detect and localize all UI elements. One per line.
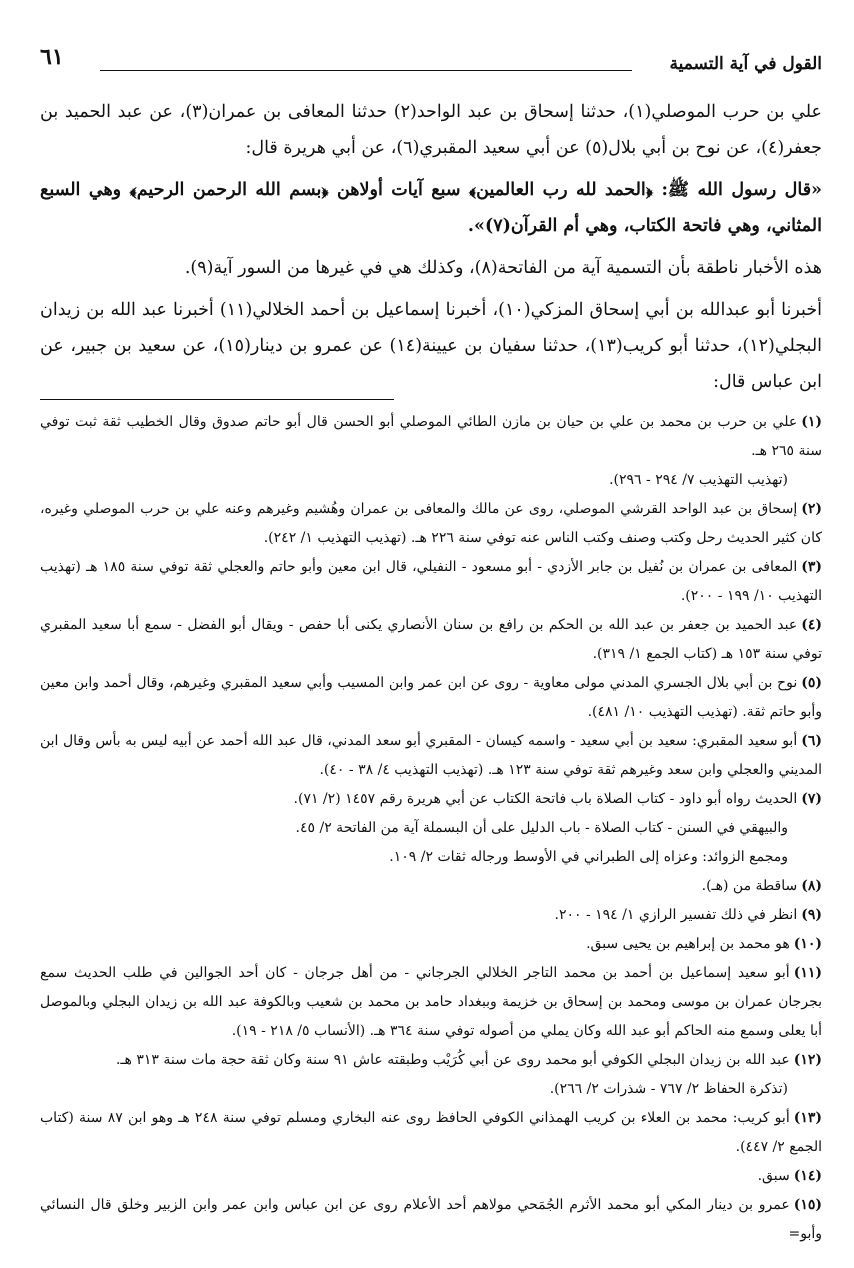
footnote-line: [40, 843, 822, 872]
footnote-text: سبق.: [757, 1168, 790, 1184]
footnote-item: [40, 611, 822, 669]
paragraph-isnad-1: علي بن حرب الموصلي(١)، حدثنا إسحاق بن عبد الواحد(٢) حدثنا المعافى بن عمران(٣)، عن عبد الحميد بن جعفر(٤)، عن نوح بن أبي بلال(٥) عن أبي سعيد المقبري(٦)، عن أبي هريرة قال:: [40, 102, 822, 158]
footnote-line: [40, 930, 822, 959]
footnote-number: (٩): [801, 907, 822, 923]
footnote-line: [40, 901, 822, 930]
footnote-line: [40, 959, 822, 1046]
footnote-item: [40, 872, 822, 901]
page-number: ٦١: [40, 44, 64, 70]
footnote-line: [40, 1046, 822, 1075]
footnote-number: (٢): [801, 501, 822, 517]
footnote-text: عمرو بن دينار المكي أبو محمد الأثرم الجُمَحي مولاهم أحد الأعلام روى عن ابن عباس وابن عمر وابن الزبير وخلق قال النسائي وأبو=: [40, 1197, 822, 1242]
footnote-item: [40, 727, 822, 785]
footnote-text: المعافى بن عمران بن نُفيل بن جابر الأزدي - أبو مسعود - النفيلي، قال ابن معين وأبو حاتم والعجلي ثقة توفي سنة ١٨٥ هـ (تهذيب التهذيب ١٠/ ١٩٩ - ٢٠٠).: [40, 559, 822, 604]
footnote-line: [40, 872, 822, 901]
footnote-item: [40, 1104, 822, 1162]
footnote-number: (١٤): [793, 1168, 822, 1184]
footnote-number: (١٢): [793, 1052, 822, 1068]
footnote-text: أبو سعيد المقبري: سعيد بن أبي سعيد - واسمه كيسان - المقبري أبو سعد المدني، قال عبد الله أحمد عن أبيه ليس به بأس وقال ابن المديني والعجلي وابن سعد وغيرهم ثقة توفي سنة ١٢٣ هـ. (تهذيب التهذيب ٤/ ٣٨ - ٤٠).: [40, 733, 822, 778]
footnote-item: [40, 408, 822, 495]
page-header: [40, 44, 822, 84]
footnote-number: (١): [801, 414, 822, 430]
footnote-number: (١١): [793, 965, 822, 981]
paragraph-isnad-2: أخبرنا أبو عبدالله بن أبي إسحاق المزكي(١٠)، أخبرنا إسماعيل بن أحمد الخلالي(١١) أخبرنا عبد الله بن زيدان البجلي(١٢)، حدثنا أبو كريب(١٣)، حدثنا سفيان بن عيينة(١٤) عن عمرو بن دينار(١٥)، عن سعيد بن جبير، عن ابن عباس قال:: [40, 300, 823, 392]
footnote-line: [40, 1104, 822, 1162]
footnote-text: نوح بن أبي بلال الجسري المدني مولى معاوية - روى عن ابن عمر وابن المسيب وأبي سعيد المقبري وغيرهم، وقال أحمد وابن معين وأبو حاتم ثقة. (تهذيب التهذيب ١٠/ ٤٨١).: [40, 675, 822, 720]
footnote-line: [40, 669, 822, 727]
footnote-number: (٥): [801, 675, 822, 691]
footnote-number: (٧): [801, 791, 822, 807]
footnote-item: [40, 669, 822, 727]
footnote-number: (٨): [801, 878, 822, 894]
footnote-line: [40, 1162, 822, 1191]
footnote-text: ومجمع الزوائد: وعزاه إلى الطبراني في الأوسط ورجاله ثقات ٢/ ١٠٩.: [389, 849, 788, 865]
footnote-line: [40, 814, 822, 843]
footnote-line: [40, 611, 822, 669]
paragraph-hadith: «قال رسول الله ﷺ: ﴿الحمد لله رب العالمين﴾ سبع آيات أولاهن ﴿بسم الله الرحمن الرحيم﴾ وهي السبع المثاني، وهي فاتحة الكتاب، وهي أم القرآن(٧)».: [40, 180, 822, 236]
running-title: القول في آية التسمية: [669, 54, 822, 74]
footnote-item: [40, 959, 822, 1046]
footnote-text: والبيهقي في السنن - كتاب الصلاة - باب الدليل على أن البسملة آية من الفاتحة ٢/ ٤٥.: [295, 820, 788, 836]
header-rule: [100, 70, 632, 71]
footnote-text: الحديث رواه أبو داود - كتاب الصلاة باب فاتحة الكتاب عن أبي هريرة رقم ١٤٥٧ (٢/ ٧١).: [293, 791, 798, 807]
footnote-text: أبو كريب: محمد بن العلاء بن كريب الهمذاني الكوفي الحافظ روى عنه البخاري ومسلم توفي سنة ٢٤٨ هـ وهو ابن ٨٧ سنة (كتاب الجمع ٢/ ٤٤٧).: [40, 1110, 822, 1155]
footnote-text: (تهذيب التهذيب ٧/ ٢٩٤ - ٢٩٦).: [609, 472, 788, 488]
footnote-item: [40, 1046, 822, 1104]
footnote-line: [40, 785, 822, 814]
footnote-line: [40, 466, 822, 495]
footnote-item: [40, 785, 822, 872]
footnote-number: (١٣): [793, 1110, 822, 1126]
footnote-number: (٣): [801, 559, 822, 575]
footnote-text: عبد الحميد بن جعفر بن عبد الله بن الحكم بن رافع بن سنان الأنصاري يكنى أبا حفص - ويقال أبو الفضل - سمع أبا سعيد المقبري توفي سنة ١٥٣ هـ (كتاب الجمع ١/ ٣١٩).: [40, 617, 822, 662]
footnote-line: [40, 408, 822, 466]
footnote-line: [40, 553, 822, 611]
footnote-number: (١٥): [793, 1197, 822, 1213]
footnote-text: (تذكرة الحفاظ ٢/ ٧٦٧ - شذرات ٢/ ٢٦٦).: [549, 1081, 788, 1097]
footnote-line: [40, 495, 822, 553]
footnote-line: [40, 727, 822, 785]
footnote-number: (١٠): [793, 936, 822, 952]
footnote-item: [40, 1162, 822, 1191]
footnote-separator: [40, 399, 394, 400]
footnote-text: أبو سعيد إسماعيل بن أحمد بن محمد التاجر الخلالي الجرجاني - من أهل جرجان - كان أحد الجوالين في طلب الحديث سمع بجرجان عمران بن موسى ومحمد بن إسحاق بن خزيمة وببغداد حامد بن محمد بن شعيب وبالكوفة عبد الله بن زيدان البجلي وبالموصل أبا يعلى وسمع منه الحاكم أبو عبد الله وكان يملي من أصوله توفي سنة ٣٦٤ هـ. (الأنساب ٥/ ٢١٨ - ١٩).: [40, 965, 822, 1039]
footnote-item: [40, 1191, 822, 1249]
footnote-item: [40, 901, 822, 930]
footnote-item: [40, 495, 822, 553]
footnote-text: ساقطة من (هـ).: [701, 878, 798, 894]
footnote-line: [40, 1191, 822, 1249]
footnote-text: هو محمد بن إبراهيم بن يحيى سبق.: [586, 936, 790, 952]
footnote-item: [40, 930, 822, 959]
footnote-line: [40, 1075, 822, 1104]
footnote-item: [40, 553, 822, 611]
footnote-text: إسحاق بن عبد الواحد القرشي الموصلي، روى عن مالك والمعافى بن عمران وهُشيم وغيرهم وعنه علي بن حرب الموصلي وغيره، كان كثير الحديث رحل وكتب وصنف وكتب الناس عنه توفي سنة ٢٢٦ هـ. (تهذيب التهذيب ١/ ٢٤٢).: [40, 501, 822, 546]
footnote-text: انظر في ذلك تفسير الرازي ١/ ١٩٤ - ٢٠٠.: [554, 907, 798, 923]
footnotes-section: [40, 408, 822, 1249]
main-text: [40, 94, 822, 406]
footnote-text: علي بن حرب بن محمد بن علي بن حيان بن مازن الطائي الموصلي أبو الحسن قال أبو حاتم صدوق وقال الخطيب ثقة ثبت توفي سنة ٢٦٥ هـ.: [40, 414, 822, 459]
footnote-text: عبد الله بن زيدان البجلي الكوفي أبو محمد روى عن أبي كُرَيْب وطبقته عاش ٩١ سنة وكان ثقة حجة مات سنة ٣١٣ هـ.: [115, 1052, 790, 1068]
paragraph-commentary: هذه الأخبار ناطقة بأن التسمية آية من الفاتحة(٨)، وكذلك هي في غيرها من السور آية(٩).: [184, 258, 822, 278]
footnote-number: (٦): [801, 733, 822, 749]
footnote-number: (٤): [801, 617, 822, 633]
